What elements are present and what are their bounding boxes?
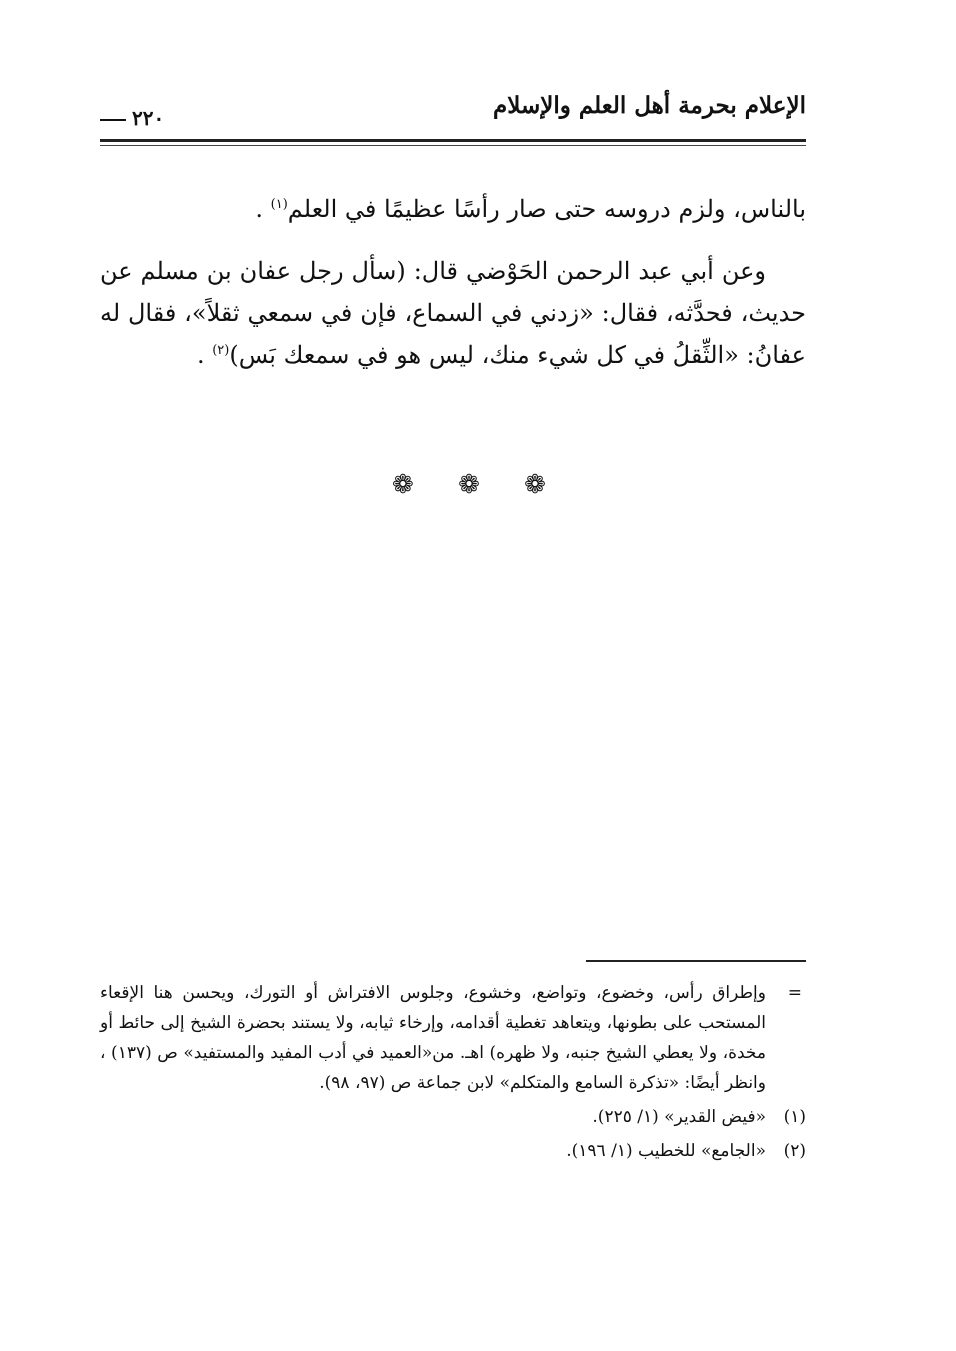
paragraph-2: [100, 250, 806, 376]
header-rule-thin: [100, 145, 806, 146]
footnote-continuation: [100, 978, 806, 1098]
footnote-text: «فيض القدير» (١/ ٢٢٥).: [592, 1107, 766, 1127]
header-rule-thick: [100, 139, 806, 142]
page-header: [100, 92, 806, 140]
footnote-1: [100, 1102, 806, 1132]
footnotes: [100, 978, 806, 1166]
footnote-number: (١): [783, 1107, 806, 1127]
running-title: الإعلام بحرمة أهل العلم والإسلام: [492, 92, 806, 119]
continuation-marker: =: [787, 983, 802, 1003]
footnote-2: [100, 1136, 806, 1166]
footnote-rule: [586, 960, 806, 962]
footnote-continuation-text: وإطراق رأس، وخضوع، وتواضع، وخشوع، وجلوس الافتراش أو التورك، ويحسن هنا الإقعاء المستحب على بطونها، ويتعاهد تغطية أقدامه، وإرخاء ثيابه، ولا يستند بحضرة الشيخ إلى حائط أو مخدة، ولا يعطي الشيخ جنبه، ولا ظهره) اهـ. من«العميد في أدب المفيد والمستفيد» ص (١٣٧) ، وانظر أيضًا: «تذكرة السامع والمتكلم» لابن جماعة ص (٩٧، ٩٨).: [100, 983, 766, 1093]
paragraph-1: [100, 188, 806, 230]
page-number-value: ٢٢٠: [132, 106, 165, 130]
footnote-text: «الجامع» للخطيب (١/ ١٩٦).: [566, 1141, 766, 1161]
footnote-ref-2: (٢): [212, 343, 230, 358]
main-text: [100, 188, 806, 396]
page-number-dash: [100, 119, 126, 121]
page-number: [100, 106, 164, 130]
footnote-ref-1: (١): [270, 197, 288, 212]
section-separator-ornament: ❁ ❁ ❁: [392, 470, 564, 500]
footnote-number: (٢): [783, 1141, 806, 1161]
paragraph-text: بالناس، ولزم دروسه حتى صار رأسًا عظيمًا في العلم: [287, 195, 806, 223]
paragraph-text: وعن أبي عبد الرحمن الحَوْضي قال: (سأل رجل عفان بن مسلم عن حديث، فحدَّثه، فقال: «زدني في السماع، فإن في سمعي ثقلاً»، فقال له عفانُ: «الثِّقلُ في كل شيء منك، ليس هو في سمعك بَس): [100, 257, 806, 369]
paragraph-tail: .: [255, 195, 271, 223]
paragraph-tail: .: [196, 341, 213, 369]
